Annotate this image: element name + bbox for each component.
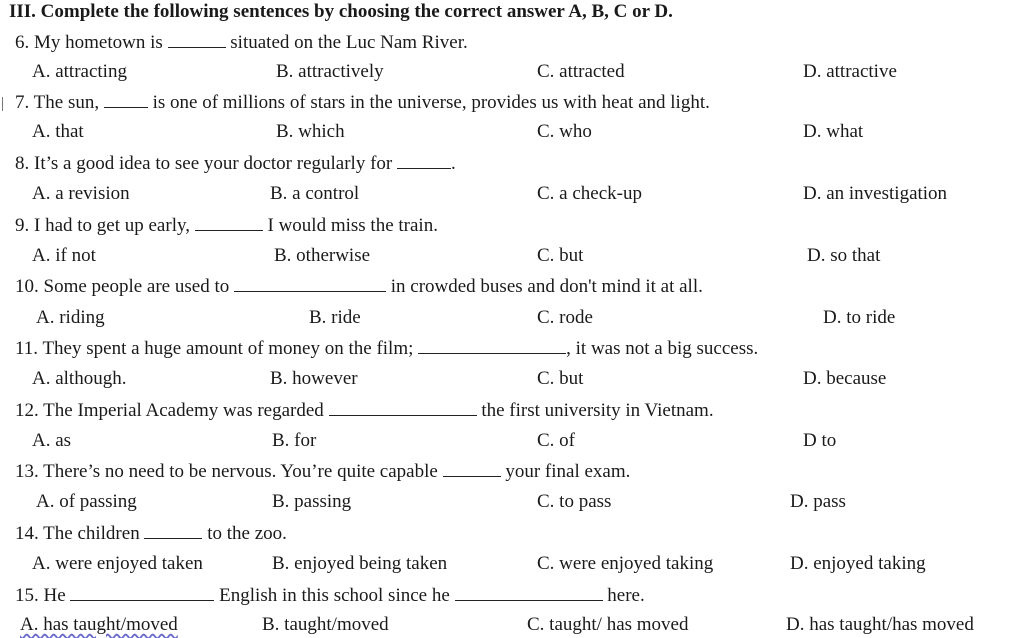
question-14 (15, 523, 287, 545)
question-6 (15, 32, 468, 54)
question-text-pre: 9. I had to get up early, (15, 215, 195, 236)
option-d: D. pass (790, 491, 846, 512)
question-text-pre: 7. The sun, (15, 92, 104, 113)
answer-blank (329, 401, 477, 416)
option-d: D. has taught/has moved (786, 614, 974, 635)
option-a: A. riding (36, 307, 105, 328)
question-text-mid: English in this school since he (214, 585, 455, 606)
question-7 (15, 92, 710, 114)
question-text-pre: 14. The children (15, 523, 145, 544)
margin-marker (2, 97, 8, 111)
option-c: C. of (537, 430, 575, 451)
question-8 (15, 153, 456, 175)
question-text-post: here. (602, 585, 645, 606)
option-c: C. but (537, 245, 584, 266)
question-text-pre: 10. Some people are used to (15, 276, 234, 297)
question-text-pre: 15. He (15, 585, 71, 606)
question-13 (15, 461, 630, 483)
question-text-pre: 12. The Imperial Academy was regarded (15, 400, 329, 421)
option-a: A. if not (32, 245, 96, 266)
answer-blank (418, 339, 566, 354)
option-d: D. so that (807, 245, 881, 266)
answer-blank (195, 216, 263, 231)
option-c: C. to pass (537, 491, 612, 512)
question-text-post: in crowded buses and don't mind it at all. (385, 276, 703, 297)
question-12 (15, 400, 714, 422)
option-b: B. for (272, 430, 317, 451)
question-text-post: , it was not a big success. (566, 338, 759, 359)
option-c: C. attracted (537, 61, 625, 82)
option-a: A. although. (32, 368, 127, 389)
option-d: D. attractive (803, 61, 897, 82)
question-11 (15, 338, 758, 360)
answer-blank (397, 154, 451, 169)
option-c: C. a check-up (537, 183, 642, 204)
option-a: A. that (32, 121, 84, 142)
option-d: D. what (803, 121, 864, 142)
section-heading: III. Complete the following sentences by choosing the correct answer A, B, C or D. (9, 1, 673, 22)
answer-blank-1 (70, 586, 214, 601)
option-a: A. has taught/moved (20, 614, 178, 635)
answer-blank (443, 462, 501, 477)
answer-blank-2 (455, 586, 603, 601)
option-a: A. were enjoyed taken (32, 553, 203, 574)
question-text-post: your final exam. (500, 461, 631, 482)
option-a: A. of passing (36, 491, 137, 512)
question-9 (15, 215, 438, 237)
option-c: C. were enjoyed taking (537, 553, 714, 574)
option-b: B. which (276, 121, 345, 142)
question-text-pre: 8. It’s a good idea to see your doctor regularly for (15, 153, 397, 174)
question-text-post: I would miss the train. (262, 215, 438, 236)
answer-blank (104, 93, 148, 108)
answer-blank (168, 33, 226, 48)
question-text-pre: 11. They spent a huge amount of money on the film; (15, 338, 419, 359)
question-text-post: the first university in Vietnam. (476, 400, 714, 421)
option-b: B. otherwise (274, 245, 371, 266)
question-text-pre: 13. There’s no need to be nervous. You’re quite capable (15, 461, 443, 482)
option-b: B. a control (270, 183, 360, 204)
option-c: C. but (537, 368, 584, 389)
option-b: B. enjoyed being taken (272, 553, 448, 574)
question-text-pre: 6. My hometown is (15, 32, 168, 53)
option-b: B. taught/moved (262, 614, 389, 635)
option-d: D. because (803, 368, 887, 389)
option-b: B. attractively (276, 61, 384, 82)
option-c: C. who (537, 121, 592, 142)
option-b: B. passing (272, 491, 352, 512)
question-10 (15, 276, 703, 298)
option-d: D. an investigation (803, 183, 948, 204)
option-d: D. enjoyed taking (790, 553, 926, 574)
question-text-post: situated on the Luc Nam River. (225, 32, 468, 53)
option-a: A. a revision (32, 183, 130, 204)
question-text-post: is one of millions of stars in the universe, provides us with heat and light. (147, 92, 710, 113)
question-15 (15, 585, 645, 607)
option-b: B. ride (309, 307, 361, 328)
option-a: A. attracting (32, 61, 127, 82)
option-a: A. as (32, 430, 72, 451)
option-b: B. however (270, 368, 358, 389)
option-d: D to (803, 430, 837, 451)
answer-blank (144, 524, 202, 539)
question-text-post: to the zoo. (202, 523, 287, 544)
option-c: C. rode (537, 307, 593, 328)
answer-blank (234, 277, 386, 292)
option-c: C. taught/ has moved (527, 614, 689, 635)
question-text-post: . (451, 153, 456, 174)
option-d: D. to ride (823, 307, 896, 328)
